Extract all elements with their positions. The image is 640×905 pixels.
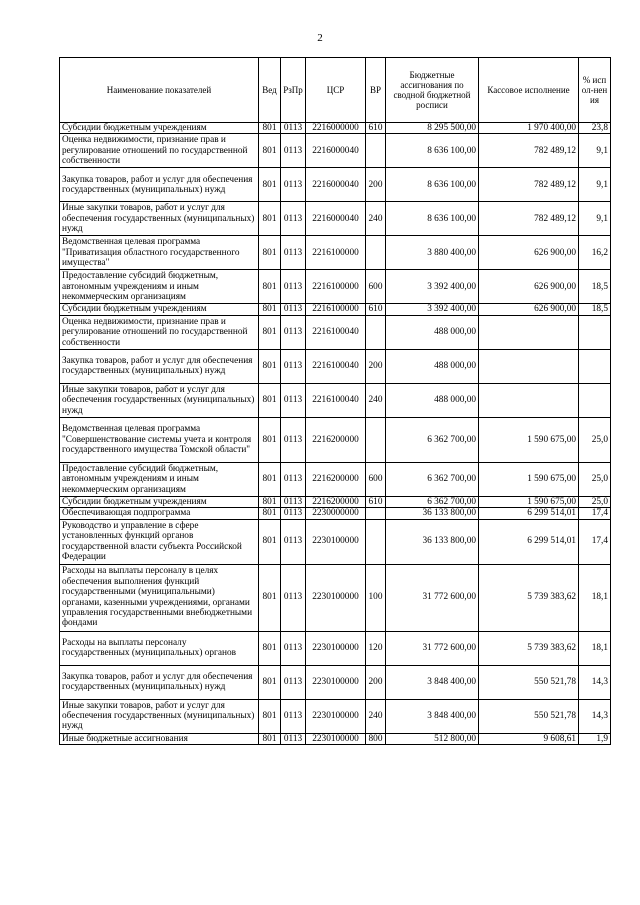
row-vr: 100 (366, 564, 386, 631)
row-name: Закупка товаров, работ и услуг для обеспечения государственных (муниципальных) нужд (60, 665, 259, 699)
table-header-row (60, 58, 611, 123)
row-vr: 200 (366, 168, 386, 202)
row-pct: 9,1 (579, 168, 611, 202)
row-ved: 801 (259, 631, 281, 665)
row-name: Предоставление субсидий бюджетным, автономным учреждениям и иным некоммерческим организациям (60, 462, 259, 496)
header-csr: ЦСР (306, 58, 366, 123)
header-name: Наименование показателей (60, 58, 259, 123)
row-ved: 801 (259, 417, 281, 462)
row-cash: 1 590 675,00 (479, 496, 579, 507)
row-vr: 610 (366, 304, 386, 315)
row-budget: 6 362 700,00 (386, 417, 479, 462)
table-row (60, 236, 611, 270)
row-csr: 2216000040 (306, 202, 366, 236)
row-ved: 801 (259, 496, 281, 507)
row-ved: 801 (259, 168, 281, 202)
row-vr (366, 508, 386, 519)
row-rzpr: 0113 (281, 631, 306, 665)
table-row (60, 508, 611, 519)
row-cash: 5 739 383,62 (479, 631, 579, 665)
row-cash: 6 299 514,01 (479, 519, 579, 564)
row-rzpr: 0113 (281, 236, 306, 270)
row-vr: 240 (366, 699, 386, 733)
row-budget: 488 000,00 (386, 349, 479, 383)
row-name: Закупка товаров, работ и услуг для обеспечения государственных (муниципальных) нужд (60, 168, 259, 202)
row-cash: 782 489,12 (479, 134, 579, 168)
header-budget: Бюджетные ассигнования по сводной бюджетной росписи (386, 58, 479, 123)
table-row (60, 417, 611, 462)
row-rzpr: 0113 (281, 304, 306, 315)
row-pct (579, 383, 611, 417)
row-cash: 550 521,78 (479, 665, 579, 699)
row-pct: 14,3 (579, 665, 611, 699)
row-cash: 782 489,12 (479, 168, 579, 202)
row-rzpr: 0113 (281, 383, 306, 417)
row-cash: 1 590 675,00 (479, 462, 579, 496)
row-rzpr: 0113 (281, 699, 306, 733)
row-csr: 2216200000 (306, 462, 366, 496)
row-rzpr: 0113 (281, 519, 306, 564)
table-row (60, 315, 611, 349)
row-rzpr: 0113 (281, 168, 306, 202)
row-budget: 3 392 400,00 (386, 270, 479, 304)
table-row (60, 349, 611, 383)
row-budget: 3 848 400,00 (386, 665, 479, 699)
table-row (60, 631, 611, 665)
row-budget: 6 362 700,00 (386, 496, 479, 507)
row-name: Расходы на выплаты персоналу в целях обеспечения выполнения функций государственными (муниципальными) органами, казенными учреждениями, органами управления государственными внебюджетными фондами (60, 564, 259, 631)
header-ved: Вед (259, 58, 281, 123)
row-pct: 1,9 (579, 733, 611, 744)
row-cash (479, 383, 579, 417)
row-pct: 25,0 (579, 496, 611, 507)
row-vr: 120 (366, 631, 386, 665)
row-ved: 801 (259, 462, 281, 496)
row-cash (479, 315, 579, 349)
row-vr: 610 (366, 496, 386, 507)
row-name: Оценка недвижимости, признание прав и регулирование отношений по государственной собственности (60, 315, 259, 349)
table-row (60, 168, 611, 202)
row-vr: 800 (366, 733, 386, 744)
table-row (60, 202, 611, 236)
row-cash: 626 900,00 (479, 304, 579, 315)
row-rzpr: 0113 (281, 665, 306, 699)
row-cash: 626 900,00 (479, 236, 579, 270)
header-vr: ВР (366, 58, 386, 123)
row-cash (479, 349, 579, 383)
row-csr: 2230100000 (306, 665, 366, 699)
header-pct: % испол-нения (579, 58, 611, 123)
table-row (60, 665, 611, 699)
row-budget: 3 392 400,00 (386, 304, 479, 315)
row-pct (579, 315, 611, 349)
row-rzpr: 0113 (281, 508, 306, 519)
table-row (60, 564, 611, 631)
row-vr: 200 (366, 349, 386, 383)
row-vr (366, 519, 386, 564)
row-csr: 2216100040 (306, 383, 366, 417)
row-csr: 2216100040 (306, 315, 366, 349)
row-name: Ведомственная целевая программа "Приватизация областного государственного имущества" (60, 236, 259, 270)
row-pct (579, 349, 611, 383)
row-pct: 18,5 (579, 304, 611, 315)
row-budget: 6 362 700,00 (386, 462, 479, 496)
row-pct: 18,1 (579, 564, 611, 631)
row-ved: 801 (259, 202, 281, 236)
row-pct: 9,1 (579, 202, 611, 236)
row-rzpr: 0113 (281, 349, 306, 383)
row-budget: 3 848 400,00 (386, 699, 479, 733)
header-rzpr: РзПр (281, 58, 306, 123)
row-name: Оценка недвижимости, признание прав и регулирование отношений по государственной собственности (60, 134, 259, 168)
row-vr (366, 315, 386, 349)
row-vr: 200 (366, 665, 386, 699)
row-csr: 2230100000 (306, 733, 366, 744)
row-ved: 801 (259, 134, 281, 168)
row-vr: 240 (366, 383, 386, 417)
row-rzpr: 0113 (281, 417, 306, 462)
row-name: Иные закупки товаров, работ и услуг для обеспечения государственных (муниципальных) нужд (60, 202, 259, 236)
row-ved: 801 (259, 315, 281, 349)
row-ved: 801 (259, 349, 281, 383)
row-budget: 512 800,00 (386, 733, 479, 744)
row-budget: 3 880 400,00 (386, 236, 479, 270)
row-ved: 801 (259, 665, 281, 699)
table-row (60, 699, 611, 733)
row-pct: 18,1 (579, 631, 611, 665)
row-rzpr: 0113 (281, 123, 306, 134)
row-rzpr: 0113 (281, 564, 306, 631)
row-csr: 2230100000 (306, 631, 366, 665)
row-name: Субсидии бюджетным учреждениям (60, 123, 259, 134)
row-rzpr: 0113 (281, 462, 306, 496)
row-cash: 550 521,78 (479, 699, 579, 733)
row-name: Закупка товаров, работ и услуг для обеспечения государственных (муниципальных) нужд (60, 349, 259, 383)
row-cash: 1 970 400,00 (479, 123, 579, 134)
table-row (60, 462, 611, 496)
row-rzpr: 0113 (281, 733, 306, 744)
row-pct: 18,5 (579, 270, 611, 304)
row-vr: 600 (366, 270, 386, 304)
row-ved: 801 (259, 733, 281, 744)
row-budget: 488 000,00 (386, 315, 479, 349)
row-vr (366, 236, 386, 270)
header-cash: Кассовое исполнение (479, 58, 579, 123)
row-pct: 23,8 (579, 123, 611, 134)
row-budget: 8 636 100,00 (386, 134, 479, 168)
row-rzpr: 0113 (281, 315, 306, 349)
row-pct: 25,0 (579, 417, 611, 462)
row-csr: 2230100000 (306, 699, 366, 733)
row-csr: 2216100000 (306, 304, 366, 315)
page-number: 2 (317, 32, 323, 44)
row-cash: 5 739 383,62 (479, 564, 579, 631)
row-pct: 17,4 (579, 508, 611, 519)
table-row (60, 270, 611, 304)
row-cash: 782 489,12 (479, 202, 579, 236)
row-pct: 9,1 (579, 134, 611, 168)
row-pct: 25,0 (579, 462, 611, 496)
row-name: Иные закупки товаров, работ и услуг для обеспечения государственных (муниципальных) нужд (60, 699, 259, 733)
row-rzpr: 0113 (281, 496, 306, 507)
row-budget: 36 133 800,00 (386, 508, 479, 519)
row-csr: 2216200000 (306, 417, 366, 462)
row-ved: 801 (259, 304, 281, 315)
row-csr: 2230100000 (306, 564, 366, 631)
row-vr (366, 417, 386, 462)
row-cash: 626 900,00 (479, 270, 579, 304)
row-csr: 2216000040 (306, 168, 366, 202)
row-vr (366, 134, 386, 168)
row-name: Иные бюджетные ассигнования (60, 733, 259, 744)
row-name: Обеспечивающая подпрограмма (60, 508, 259, 519)
row-csr: 2216100000 (306, 236, 366, 270)
row-ved: 801 (259, 123, 281, 134)
row-cash: 1 590 675,00 (479, 417, 579, 462)
row-csr: 2230100000 (306, 519, 366, 564)
row-rzpr: 0113 (281, 134, 306, 168)
row-name: Руководство и управление в сфере установленных функций органов государственной власти субъекта Российской Федерации (60, 519, 259, 564)
table-row (60, 134, 611, 168)
row-csr: 2230000000 (306, 508, 366, 519)
row-name: Субсидии бюджетным учреждениям (60, 496, 259, 507)
row-budget: 8 636 100,00 (386, 168, 479, 202)
row-ved: 801 (259, 519, 281, 564)
row-vr: 600 (366, 462, 386, 496)
row-budget: 36 133 800,00 (386, 519, 479, 564)
row-ved: 801 (259, 699, 281, 733)
row-csr: 2216200000 (306, 496, 366, 507)
row-pct: 17,4 (579, 519, 611, 564)
row-cash: 6 299 514,01 (479, 508, 579, 519)
table-row (60, 123, 611, 134)
row-rzpr: 0113 (281, 202, 306, 236)
budget-execution-table (59, 57, 611, 745)
row-name: Иные закупки товаров, работ и услуг для обеспечения государственных (муниципальных) нужд (60, 383, 259, 417)
row-name: Расходы на выплаты персоналу государственных (муниципальных) органов (60, 631, 259, 665)
row-rzpr: 0113 (281, 270, 306, 304)
table-row (60, 383, 611, 417)
row-cash: 9 608,61 (479, 733, 579, 744)
row-budget: 31 772 600,00 (386, 631, 479, 665)
row-budget: 488 000,00 (386, 383, 479, 417)
row-ved: 801 (259, 564, 281, 631)
row-csr: 2216000040 (306, 134, 366, 168)
row-ved: 801 (259, 236, 281, 270)
row-ved: 801 (259, 508, 281, 519)
table-row (60, 519, 611, 564)
table-row (60, 304, 611, 315)
row-name: Предоставление субсидий бюджетным, автономным учреждениям и иным некоммерческим организациям (60, 270, 259, 304)
row-vr: 240 (366, 202, 386, 236)
table-row (60, 733, 611, 744)
row-ved: 801 (259, 383, 281, 417)
row-budget: 8 636 100,00 (386, 202, 479, 236)
row-pct: 16,2 (579, 236, 611, 270)
table-row (60, 496, 611, 507)
row-budget: 31 772 600,00 (386, 564, 479, 631)
row-budget: 8 295 500,00 (386, 123, 479, 134)
row-pct: 14,3 (579, 699, 611, 733)
row-csr: 2216100000 (306, 270, 366, 304)
row-csr: 2216000000 (306, 123, 366, 134)
row-csr: 2216100040 (306, 349, 366, 383)
row-ved: 801 (259, 270, 281, 304)
row-name: Ведомственная целевая программа "Совершенствование системы учета и контроля государственного имущества Томской области" (60, 417, 259, 462)
row-name: Субсидии бюджетным учреждениям (60, 304, 259, 315)
row-vr: 610 (366, 123, 386, 134)
